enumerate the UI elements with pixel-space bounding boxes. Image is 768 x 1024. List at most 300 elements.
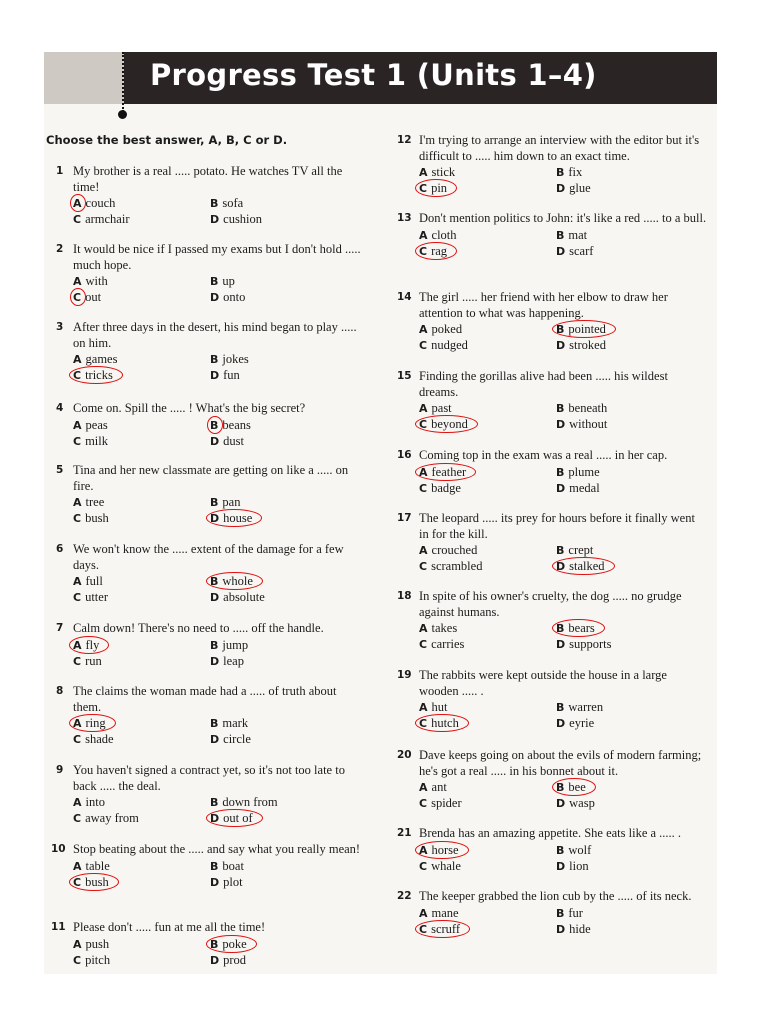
question-text <box>51 684 361 715</box>
option-text: pitch <box>85 952 111 967</box>
option-letter: B <box>210 638 219 652</box>
question-20 <box>397 748 707 811</box>
question-text <box>397 211 707 227</box>
answer-options <box>73 417 361 449</box>
option-a[interactable] <box>73 351 117 367</box>
option-letter: C <box>419 418 428 431</box>
option-c-circled[interactable] <box>419 921 460 937</box>
option-c-circled[interactable] <box>419 243 447 259</box>
option-c[interactable] <box>419 558 482 574</box>
option-letter: A <box>419 622 428 635</box>
option-c[interactable] <box>419 480 461 496</box>
option-c[interactable] <box>73 211 130 227</box>
option-d[interactable] <box>556 416 607 432</box>
option-c[interactable] <box>73 653 102 669</box>
option-a[interactable] <box>73 858 110 874</box>
option-d[interactable] <box>556 337 606 353</box>
question-stem: We won't know the ..... extent of the damage for a few days. <box>73 542 344 572</box>
option-text: pointed <box>568 322 606 336</box>
question-text <box>397 369 707 400</box>
option-letter: D <box>210 369 220 382</box>
option-text: absolute <box>223 590 265 604</box>
question-text <box>397 511 707 542</box>
option-letter: C <box>73 369 82 382</box>
option-d[interactable] <box>556 715 594 731</box>
option-text: plume <box>568 464 600 479</box>
option-b-circled[interactable] <box>556 321 606 337</box>
option-letter: B <box>210 717 219 730</box>
question-text <box>397 448 707 464</box>
option-letter: B <box>210 496 219 509</box>
option-d[interactable] <box>210 731 251 747</box>
option-a-circled[interactable] <box>419 464 466 480</box>
option-letter: D <box>210 512 220 525</box>
option-letter: D <box>210 654 220 668</box>
option-b[interactable] <box>556 227 587 243</box>
question-stem: Stop beating about the ..... and say what you really mean! <box>73 842 361 856</box>
option-letter: D <box>556 418 566 431</box>
question-stem: You haven't signed a contract yet, so it's not too late to back ..... the deal. <box>73 763 345 793</box>
option-letter: A <box>419 544 428 557</box>
divider-dot <box>118 110 127 119</box>
option-b-circled[interactable] <box>556 620 595 636</box>
question-number: 7 <box>56 622 64 634</box>
option-letter: B <box>556 906 565 920</box>
option-text: armchair <box>85 212 130 226</box>
option-c[interactable] <box>73 952 110 968</box>
question-stem: Dave keeps going on about the evils of modern farming; he's got a real ..... in his bonnet about it. <box>419 748 702 778</box>
option-letter: D <box>556 244 566 258</box>
option-text: utter <box>85 590 108 604</box>
option-a[interactable] <box>419 905 459 921</box>
question-text <box>51 542 361 573</box>
question-number: 19 <box>397 669 412 681</box>
option-a[interactable] <box>73 573 103 589</box>
question-16 <box>397 448 707 496</box>
question-text <box>397 668 707 699</box>
option-letter: D <box>210 434 220 448</box>
option-letter: A <box>73 353 82 366</box>
question-text <box>51 842 361 858</box>
option-a-circled[interactable] <box>73 195 115 211</box>
option-b-circled[interactable] <box>210 573 253 589</box>
option-c[interactable] <box>419 636 464 652</box>
question-stem: Coming top in the exam was a real ..... in her cap. <box>419 448 668 462</box>
option-letter: A <box>419 701 428 714</box>
option-text: badge <box>431 480 461 495</box>
option-text: medal <box>569 480 600 495</box>
option-d[interactable] <box>556 180 591 196</box>
option-d[interactable] <box>210 211 262 227</box>
answer-options <box>73 858 361 890</box>
question-18 <box>397 589 707 652</box>
question-4 <box>51 401 361 449</box>
answer-options <box>419 464 707 496</box>
option-c-circled[interactable] <box>419 180 447 196</box>
option-d[interactable] <box>556 636 612 652</box>
option-a[interactable] <box>419 227 457 243</box>
option-text: scruff <box>431 921 461 936</box>
option-a[interactable] <box>73 936 109 952</box>
option-text: poked <box>431 322 463 336</box>
question-number: 6 <box>56 543 64 555</box>
option-text: up <box>222 274 235 288</box>
header-tab <box>44 52 124 104</box>
option-text: games <box>85 352 118 366</box>
option-text: stroked <box>569 338 606 352</box>
answer-options <box>73 273 361 305</box>
question-number: 9 <box>56 764 64 776</box>
option-letter: A <box>419 166 428 179</box>
question-number: 12 <box>397 134 412 146</box>
option-letter: B <box>210 859 219 873</box>
option-text: dust <box>223 433 244 448</box>
option-d[interactable] <box>210 367 240 383</box>
answer-options <box>73 494 361 526</box>
option-text: ant <box>431 780 447 794</box>
option-letter: B <box>210 353 219 366</box>
option-text: away from <box>85 811 139 825</box>
option-letter: B <box>556 781 565 794</box>
option-b[interactable] <box>556 699 603 715</box>
option-b[interactable] <box>210 715 248 731</box>
question-number: 11 <box>51 921 66 933</box>
option-letter: B <box>556 843 565 857</box>
question-stem: The rabbits were kept outside the house in a large wooden ..... . <box>419 668 667 698</box>
option-letter: D <box>556 182 566 195</box>
option-c-circled[interactable] <box>73 289 101 305</box>
question-10 <box>51 842 361 890</box>
option-letter: A <box>73 638 82 652</box>
question-1 <box>51 164 361 227</box>
option-c-circled[interactable] <box>419 715 459 731</box>
question-stem: Don't mention politics to John: it's like a red ..... to a bull. <box>419 211 707 225</box>
option-text: hut <box>431 700 448 714</box>
option-a[interactable] <box>419 542 477 558</box>
option-text: without <box>569 417 608 431</box>
option-text: stick <box>431 165 456 179</box>
option-a[interactable] <box>419 779 447 795</box>
option-d[interactable] <box>556 795 595 811</box>
answer-options <box>73 573 361 605</box>
option-text: past <box>431 401 452 415</box>
option-text: lion <box>569 858 589 873</box>
instructions: Choose the best answer, A, B, C or D. <box>46 133 288 147</box>
option-c[interactable] <box>419 858 461 874</box>
option-c[interactable] <box>73 510 109 526</box>
option-letter: A <box>419 402 428 415</box>
option-b[interactable] <box>556 400 607 416</box>
question-22 <box>397 889 707 937</box>
option-text: jokes <box>222 352 249 366</box>
option-text: scrambled <box>431 559 483 573</box>
page-title: Progress Test 1 (Units 1–4) <box>150 58 597 92</box>
question-number: 21 <box>397 827 412 839</box>
option-letter: D <box>210 291 220 304</box>
option-b[interactable] <box>210 637 248 653</box>
option-text: with <box>85 274 108 288</box>
option-b[interactable] <box>556 464 600 480</box>
question-text <box>51 621 361 637</box>
test-page <box>44 52 717 974</box>
option-letter: D <box>556 638 566 651</box>
option-letter: C <box>73 591 82 604</box>
option-b[interactable] <box>556 542 593 558</box>
option-text: scarf <box>569 243 594 258</box>
question-stem: The claims the woman made had a ..... of truth about them. <box>73 684 337 714</box>
option-letter: D <box>210 812 220 825</box>
option-letter: A <box>419 465 428 479</box>
option-c-circled[interactable] <box>419 416 468 432</box>
option-letter: A <box>419 906 428 920</box>
question-stem: Come on. Spill the ..... ! What's the big secret? <box>73 401 306 415</box>
option-text: push <box>85 936 110 951</box>
answer-options <box>73 351 361 383</box>
option-letter: B <box>210 575 219 588</box>
option-c[interactable] <box>73 731 114 747</box>
option-b[interactable] <box>210 858 244 874</box>
option-a[interactable] <box>419 699 448 715</box>
option-d[interactable] <box>556 480 600 496</box>
option-letter: C <box>73 291 82 304</box>
question-text <box>51 320 361 351</box>
option-b[interactable] <box>556 164 582 180</box>
option-b[interactable] <box>210 195 243 211</box>
option-d[interactable] <box>210 289 245 305</box>
option-text: whale <box>431 858 461 873</box>
question-text <box>51 763 361 794</box>
question-17 <box>397 511 707 574</box>
option-text: bears <box>568 621 595 635</box>
option-c-circled[interactable] <box>73 874 109 890</box>
option-c-circled[interactable] <box>73 367 113 383</box>
option-d-circled[interactable] <box>556 558 605 574</box>
option-text: ring <box>85 716 106 730</box>
question-number: 3 <box>56 321 64 333</box>
option-text: hutch <box>431 716 459 730</box>
option-letter: C <box>73 512 82 525</box>
option-letter: A <box>73 859 82 873</box>
dotted-divider <box>122 52 124 112</box>
option-c[interactable] <box>73 810 139 826</box>
option-d[interactable] <box>556 858 589 874</box>
option-text: circle <box>223 732 251 746</box>
option-letter: B <box>556 228 565 242</box>
question-stem: After three days in the desert, his mind began to play ..... on him. <box>73 320 357 350</box>
option-b[interactable] <box>210 794 278 810</box>
question-number: 2 <box>56 243 64 255</box>
option-b[interactable] <box>210 273 235 289</box>
question-number: 5 <box>56 464 64 476</box>
option-text: bush <box>85 511 109 525</box>
option-text: beyond <box>431 417 468 431</box>
answer-options <box>419 164 707 196</box>
option-a[interactable] <box>419 400 452 416</box>
option-letter: B <box>556 701 565 714</box>
option-b[interactable] <box>210 494 240 510</box>
option-text: beans <box>222 417 251 432</box>
question-text <box>397 748 707 779</box>
option-b[interactable] <box>210 351 249 367</box>
option-a-circled[interactable] <box>419 842 459 858</box>
option-text: peas <box>85 417 108 432</box>
question-text <box>51 164 361 195</box>
option-text: mat <box>568 227 588 242</box>
option-letter: D <box>556 339 566 352</box>
question-stem: I'm trying to arrange an interview with the editor but it's difficult to ..... him down to an exact time. <box>419 133 700 163</box>
option-b-circled[interactable] <box>210 936 247 952</box>
question-15 <box>397 369 707 432</box>
option-c[interactable] <box>73 589 108 605</box>
option-text: shade <box>85 732 114 746</box>
option-d[interactable] <box>556 921 591 937</box>
question-text <box>397 826 707 842</box>
question-stem: In spite of his owner's cruelty, the dog ..... no grudge against humans. <box>419 589 682 619</box>
option-d[interactable] <box>210 653 244 669</box>
question-text <box>397 589 707 620</box>
question-11 <box>51 920 361 968</box>
option-c[interactable] <box>419 795 462 811</box>
option-letter: B <box>556 402 565 415</box>
option-letter: B <box>210 275 219 288</box>
option-letter: D <box>210 591 220 604</box>
option-d[interactable] <box>210 874 243 890</box>
answer-options <box>419 542 707 574</box>
question-number: 15 <box>397 370 412 382</box>
option-a-circled[interactable] <box>73 637 99 653</box>
option-letter: B <box>210 418 219 432</box>
question-21 <box>397 826 707 874</box>
option-text: carries <box>431 637 465 651</box>
option-text: eyrie <box>569 716 595 730</box>
option-text: wasp <box>569 796 595 810</box>
option-letter: A <box>73 796 82 809</box>
option-text: mark <box>222 716 249 730</box>
question-text <box>397 133 707 164</box>
question-19 <box>397 668 707 731</box>
option-a[interactable] <box>419 164 455 180</box>
option-letter: C <box>419 182 428 195</box>
option-a[interactable] <box>73 794 105 810</box>
option-d-circled[interactable] <box>210 810 253 826</box>
option-text: nudged <box>431 338 468 352</box>
question-5 <box>51 463 361 526</box>
question-number: 8 <box>56 685 64 697</box>
option-b[interactable] <box>556 905 583 921</box>
question-number: 13 <box>397 212 412 224</box>
answer-options <box>419 321 707 353</box>
option-b[interactable] <box>556 842 591 858</box>
option-letter: D <box>556 922 566 936</box>
option-text: cloth <box>431 227 457 242</box>
option-letter: A <box>73 197 82 210</box>
question-text <box>397 290 707 321</box>
option-text: stalked <box>569 559 605 573</box>
option-text: bee <box>568 780 586 794</box>
question-stem: Finding the gorillas alive had been ..... his wildest dreams. <box>419 369 668 399</box>
option-letter: B <box>556 166 565 179</box>
option-text: pin <box>431 181 448 195</box>
option-letter: D <box>556 859 566 873</box>
option-text: wolf <box>568 842 592 857</box>
option-letter: C <box>419 797 428 810</box>
option-a-circled[interactable] <box>73 715 106 731</box>
option-text: into <box>85 795 105 809</box>
option-d[interactable] <box>210 952 246 968</box>
option-text: warren <box>568 700 604 714</box>
option-text: cushion <box>223 212 263 226</box>
question-stem: Please don't ..... fun at me all the time! <box>73 920 266 934</box>
option-letter: D <box>556 481 566 495</box>
option-text: glue <box>569 181 591 195</box>
option-letter: B <box>556 544 565 557</box>
question-text <box>51 242 361 273</box>
option-letter: C <box>419 638 428 651</box>
option-letter: A <box>73 717 82 730</box>
option-a[interactable] <box>73 273 108 289</box>
question-13 <box>397 211 707 259</box>
question-2 <box>51 242 361 305</box>
option-d[interactable] <box>210 589 265 605</box>
question-12 <box>397 133 707 196</box>
option-letter: D <box>556 560 566 573</box>
option-text: tricks <box>85 368 113 382</box>
option-b-circled[interactable] <box>210 417 251 433</box>
answer-options <box>419 227 707 259</box>
option-text: out <box>85 290 102 304</box>
option-text: leap <box>223 653 244 668</box>
option-letter: C <box>73 953 82 967</box>
question-7 <box>51 621 361 669</box>
question-number: 20 <box>397 749 412 761</box>
option-text: takes <box>431 621 458 635</box>
option-b-circled[interactable] <box>556 779 586 795</box>
option-d[interactable] <box>556 243 593 259</box>
option-text: run <box>85 653 102 668</box>
question-number: 14 <box>397 291 412 303</box>
option-text: fix <box>568 165 583 179</box>
question-14 <box>397 290 707 353</box>
option-text: whole <box>222 574 253 588</box>
question-number: 1 <box>56 165 64 177</box>
option-a[interactable] <box>73 417 108 433</box>
option-c[interactable] <box>73 433 108 449</box>
answer-options <box>419 779 707 811</box>
option-letter: D <box>210 733 220 746</box>
option-letter: C <box>419 717 428 730</box>
option-a[interactable] <box>419 321 462 337</box>
option-text: jump <box>222 637 249 652</box>
option-letter: B <box>210 937 219 951</box>
question-9 <box>51 763 361 826</box>
option-a[interactable] <box>419 620 457 636</box>
option-text: beneath <box>568 401 608 415</box>
option-text: crouched <box>431 543 478 557</box>
question-number: 16 <box>397 449 412 461</box>
option-d-circled[interactable] <box>210 510 252 526</box>
option-text: bush <box>85 874 109 889</box>
option-d[interactable] <box>210 433 244 449</box>
option-letter: C <box>419 481 428 495</box>
option-c[interactable] <box>419 337 468 353</box>
option-a[interactable] <box>73 494 104 510</box>
question-stem: The leopard ..... its prey for hours before it finally went in for the kill. <box>419 511 695 541</box>
question-number: 10 <box>51 843 66 855</box>
option-text: hide <box>569 921 591 936</box>
option-letter: C <box>73 654 82 668</box>
question-text <box>397 889 707 905</box>
option-text: out of <box>223 811 253 825</box>
